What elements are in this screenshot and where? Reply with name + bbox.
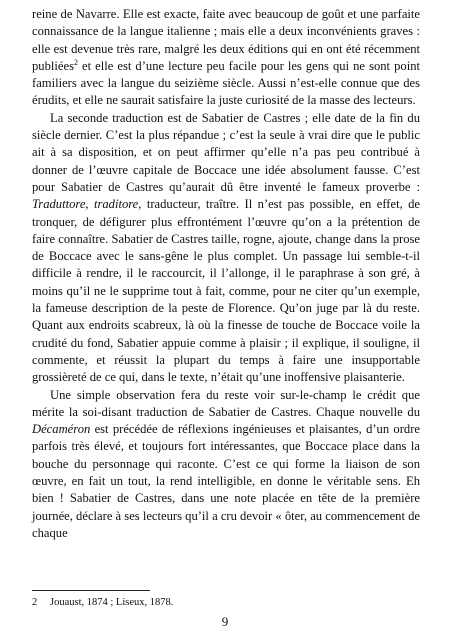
paragraph-3-text-b: est précédée de réflexions ingénieuses et plaisantes, d’un ordre parfois très élevé, et toujours fort intéressantes, que Boccace place dans la bouche du personnage qui raconte. C’est ce qui forme la liaison de son œuvre, en fait un tout, la rend intelligible, en donne le véritable sens. Eh bien ! Sabatier de Castres, dans une note placée en tête de la première journée, déclare à ses lecteurs qu’il a cru devoir « ôter, au commencement de chaque [32, 422, 420, 540]
proverb-italic: Traduttore, traditore [32, 197, 139, 212]
body-text [32, 6, 420, 542]
footnote [32, 596, 420, 609]
footnote-divider [32, 590, 150, 591]
paragraph-3-text-a: Une simple observation fera du reste voir sur-le-champ le crédit que mérite la soi-disant traduction de Sabatier de Castres. Chaque nouvelle du [32, 387, 420, 419]
paragraph-2 [32, 110, 420, 387]
paragraph-1-text: reine de Navarre. Elle est exacte, faite avec beaucoup de goût et une parfaite connaissance de la langue italienne ; mais elle a deux inconvénients graves : elle est devenue très rare, malgré les deux éditions qui en ont été récemment publiées [32, 7, 420, 73]
paragraph-2-text-a: La seconde traduction est de Sabatier de Castres ; elle date de la fin du siècle dernier. C’est la plus répandue ; c’est la seule à vrai dire que le public ait à sa disposition, et on peut affirmer qu’elle n’a pas peu contribué à donner de l’œuvre capitale de Boccace une idée absolument fausse. C’est pour Sabatier de Castres qu’aurait dû être inventé le fameux proverbe : [32, 110, 420, 194]
book-title-italic: Décaméron [32, 422, 91, 437]
footnote-reference[interactable]: 2 [73, 57, 78, 67]
paragraph-3 [32, 387, 420, 543]
paragraph-1 [32, 6, 420, 110]
footnote-text: Jouaust, 1874 ; Liseux, 1878. [50, 597, 174, 608]
page-number: 9 [221, 614, 229, 629]
footnote-number: 2 [32, 597, 38, 608]
paragraph-1-text-end: et elle est d’une lecture peu facile pour les gens qui ne sont point familiers avec la langue du seizième siècle. Aussi n’est-elle connue que des érudits, et elle ne saurait satisfaire la juste curiosité de la masse des lecteurs. [32, 58, 420, 108]
paragraph-2-text-b: , traducteur, traître. Il n’est pas possible, en effet, de tronquer, de défigurer plus effrontément l’œuvre qu’on a la prétention de faire connaître. Sabatier de Castres taille, rogne, ajoute, change dans la prose de Boccace avec le sans-gêne le plus complet. Un passage lui semble-t-il difficile à rendre, il le raccourcit, il l’allonge, il le paraphrase à son gré, à moins qu’il ne le supprime tout à fait, comme, pour ne citer qu’un exemple, la fameuse description de la peste de Florence. Qu’on juge par là du reste. Quant aux endroits scabreux, là où la finesse de touche de Boccace voile la crudité du fond, Sabatier appuie comme à plaisir ; il explique, il souligne, il commente, et réussit la plupart du temps à faire une insupportable grossièreté de ce qui, dans le texte, n’était qu’une inoffensive plaisanterie. [32, 197, 420, 385]
